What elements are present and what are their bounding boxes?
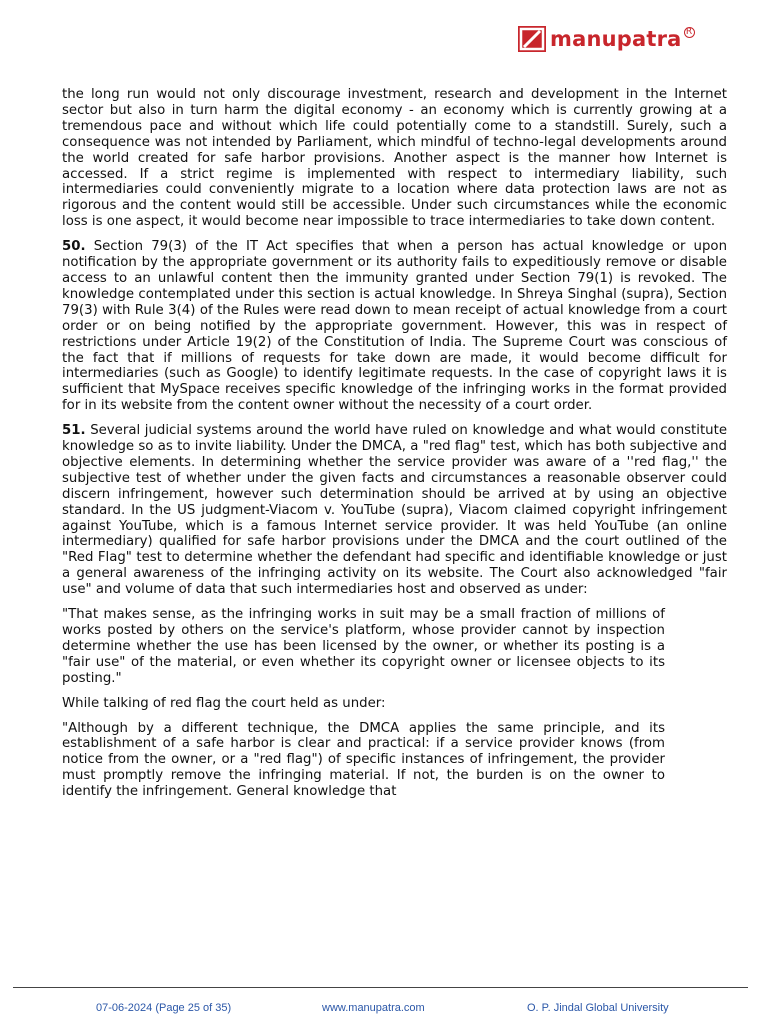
paragraph-text: Several judicial systems around the world have ruled on knowledge and what would constitute knowledge so as to invite liability. Under the DMCA, a "red flag" test, which has both subjective and objective elements. In determining whether the service provider was aware of a ''red flag,'' the subjective test of whether under the given facts and circumstances a reasonable observer could discern infringement, however such determination should be arrived at by using an objective standard. In the US judgment-Viacom v. YouTube (supra), Viacom claimed copyright infringement against YouTube, which is a famous Internet service provider. It was held YouTube (an online intermediary) qualified for safe harbor provisions under the DMCA and the court outlined of the "Red Flag" test to determine whether the defendant had specific and identifiable knowledge or just a general awareness of the infringing activity on its website. The Court also acknowledged "fair use" and volume of data that such intermediaries host and observed as under: bbox=[62, 423, 727, 598]
brand-name: manupatra bbox=[550, 27, 682, 51]
paragraph-red-flag: While talking of red flag the court held as under: bbox=[62, 695, 386, 711]
footer-date-page: 07-06-2024 (Page 25 of 35) bbox=[96, 1002, 232, 1014]
manupatra-logo bbox=[518, 24, 695, 54]
footer-website-link[interactable]: www.manupatra.com bbox=[322, 1002, 425, 1014]
manupatra-logo-icon bbox=[518, 26, 546, 52]
paragraph-number: 51. bbox=[62, 423, 86, 439]
paragraph-continuation: the long run would not only discourage investment, research and development in the Internet sector but also in turn harm the digital economy - an economy which is currently growing at a tremendous pace and without which life could potentially come to a standstill. Surely, such a consequence was not intended by Parliament, which mindful of techno-legal developments around the world created for safe harbor provisions. Another aspect is the manner how Internet is accessed. If a strict regime is implemented with respect to intermediary liability, such intermediaries could conveniently migrate to a location where data protection laws are not as rigorous and the content would still be accessible. Under such circumstances while the economic loss is one aspect, it would become near impossible to trace intermediaries to take down content. bbox=[62, 87, 727, 230]
paragraph-51 bbox=[62, 423, 727, 598]
block-quote-1: "That makes sense, as the infringing works in suit may be a small fraction of millions of works posted by others on the service's platform, whose provider cannot by inspection determine whether the use has been licensed by the owner, or whether its posting is a "fair use" of the material, or even whether its copyright owner or licensee objects to its posting." bbox=[62, 607, 665, 686]
block-quote-2: "Although by a different technique, the DMCA applies the same principle, and its establishment of a safe harbor is clear and practical: if a service provider knows (from notice from the owner, or a "red flag") of specific instances of infringement, the provider must promptly remove the infringing material. If not, the burden is on the owner to identify the infringement. General knowledge that bbox=[62, 720, 665, 800]
registered-mark: R bbox=[684, 27, 695, 38]
document-body bbox=[62, 87, 727, 809]
footer-licensee: O. P. Jindal Global University bbox=[527, 1002, 669, 1014]
footer-divider bbox=[13, 987, 748, 988]
paragraph-number: 50. bbox=[62, 239, 86, 255]
paragraph-text: Section 79(3) of the IT Act specifies that when a person has actual knowledge or upon notification by the appropriate government or its authority fails to expeditiously remove or disable access to an unlawful content then the immunity granted under Section 79(1) is revoked. The knowledge contemplated under this section is actual knowledge. In Shreya Singhal (supra), Section 79(3) with Rule 3(4) of the Rules were read down to mean receipt of actual knowledge from a court order or on being notified by the appropriate government. However, this was in respect of restrictions under Article 19(2) of the Constitution of India. The Supreme Court was conscious of the fact that if millions of requests for take down are made, it would become difficult for intermediaries (such as Google) to identify legitimate requests. In the case of copyright laws it is sufficient that MySpace receives specific knowledge of the infringing works in the format provided for in its website from the content owner without the necessity of a court order. bbox=[62, 239, 727, 414]
paragraph-50 bbox=[62, 239, 727, 414]
